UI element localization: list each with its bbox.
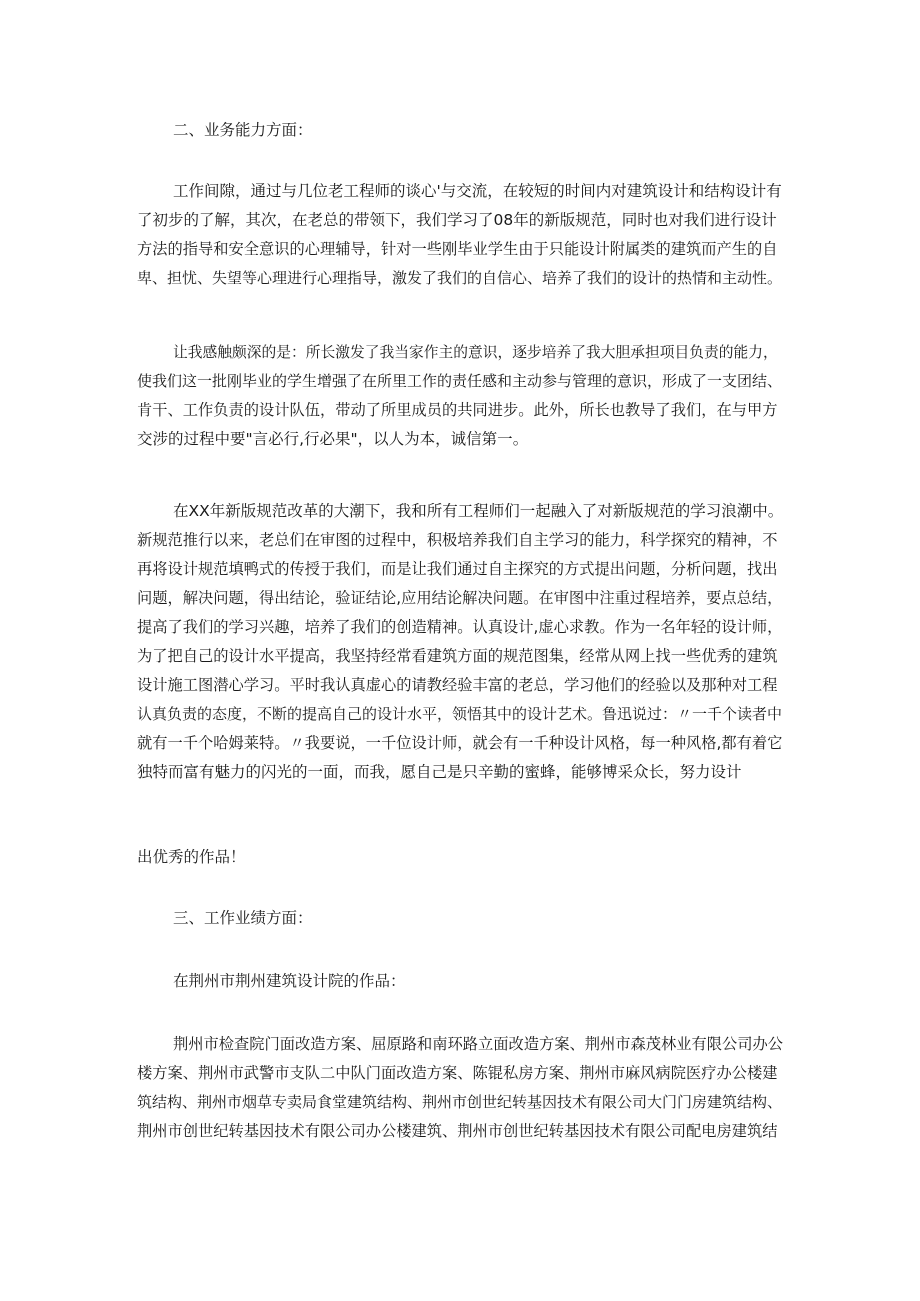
paragraph-line: 了初步的了解，其次，在老总的带领下，我们学习了08年的新版规范，同时也对我们进行设计 xyxy=(137,211,777,229)
paragraph-line: 出优秀的作品！ xyxy=(137,848,246,866)
paragraph-line: 荆州市创世纪转基因技术有限公司办公楼建筑、荆州市创世纪转基因技术有限公司配电房建筑结 xyxy=(137,1122,778,1140)
paragraph-continuation xyxy=(137,843,787,872)
works-list-paragraph xyxy=(137,1030,787,1146)
paragraph-director-influence xyxy=(137,338,787,454)
paragraph-work-intervals xyxy=(137,177,787,293)
paragraph-line: 让我感触颇深的是：所长激发了我当家作主的意识，逐步培养了我大胆承担项目负责的能力， xyxy=(173,344,778,361)
paragraph-line: 工作间隙，通过与几位老工程师的谈心'与交流，在较短的时间内对建筑设计和结构设计有 xyxy=(173,182,782,200)
paragraph-line: 楼方案、荆州市武警市支队二中队门面改造方案、陈锟私房方案、荆州市麻风病院医疗办公楼建 xyxy=(137,1064,778,1082)
paragraph-line: 使我们这一批刚毕业的学生增强了在所里工作的责任感和主动参与管理的意识，形成了一支团结、 xyxy=(137,372,783,390)
heading-text: 三、工作业绩方面： xyxy=(173,909,313,927)
paragraph-line: 再将设计规范填鸭式的传授于我们，而是让我们通过自主探究的方式提出问题，分析问题，找出 xyxy=(137,560,778,578)
paragraph-line: 卑、担忧、失望等心理进行心理指导，激发了我们的自信心、培养了我们的设计的热情和主动性。 xyxy=(137,269,783,287)
paragraph-line: 设计施工图潜心学习。平时我认真虚心的请教经验丰富的老总，学习他们的经验以及那种对工程 xyxy=(137,676,778,694)
paragraph-line: 方法的指导和安全意识的心理辅导，针对一些刚毕业学生由于只能设计附属类的建筑而产生的自 xyxy=(137,240,778,258)
paragraph-new-code-reform xyxy=(137,497,787,787)
paragraph-line: 独特而富有魅力的闪光的一面，而我，愿自己是只辛勤的蜜蜂，能够博采众长，努力设计 xyxy=(137,763,742,781)
paragraph-line: 就有一千个哈姆莱特。〃我要说，一千位设计师，就会有一千种设计风格，每一种风格,都有着它 xyxy=(137,734,783,752)
paragraph-line: 在XX年新版规范改革的大潮下，我和所有工程师们一起融入了对新版规范的学习浪潮中。 xyxy=(173,502,784,520)
paragraph-line: 新规范推行以来，老总们在审图的过程中，积极培养我们自主学习的能力，科学探究的精神，不 xyxy=(137,531,778,549)
paragraph-line: 问题，解决问题，得出结论，验证结论,应用结论解决问题。在审图中注重过程培养，要点总结， xyxy=(137,589,783,607)
paragraph-line: 为了把自己的设计水平提高，我坚持经常看建筑方面的规范图集，经常从网上找一些优秀的建筑 xyxy=(137,647,778,665)
section-heading-work-achievements xyxy=(137,904,787,933)
paragraph-line: 筑结构、荆州市烟草专卖局食堂建筑结构、荆州市创世纪转基因技术有限公司大门门房建筑结构、 xyxy=(137,1093,783,1111)
heading-text: 二、业务能力方面： xyxy=(173,121,313,139)
section-heading-business-ability xyxy=(137,116,787,145)
paragraph-line: 提高了我们的学习兴趣，培养了我们的创造精神。认真设计,虚心求教。作为一名年轻的设计师， xyxy=(137,618,783,636)
paragraph-line: 交涉的过程中要"言必行,行必果"，以人为本，诚信第一。 xyxy=(137,430,529,448)
works-intro xyxy=(137,967,787,996)
paragraph-line: 在荆州市荆州建筑设计院的作品： xyxy=(173,972,406,990)
paragraph-line: 认真负责的态度，不断的提高自己的设计水平，领悟其中的设计艺术。鲁迅说过：〃一千个读者中 xyxy=(137,705,783,723)
paragraph-line: 荆州市检查院门面改造方案、屈原路和南环路立面改造方案、荆州市森茂林业有限公司办公 xyxy=(173,1035,783,1053)
paragraph-line: 肯干、工作负责的设计队伍，带动了所里成员的共同进步。此外，所长也教导了我们，在与甲方 xyxy=(137,401,778,419)
